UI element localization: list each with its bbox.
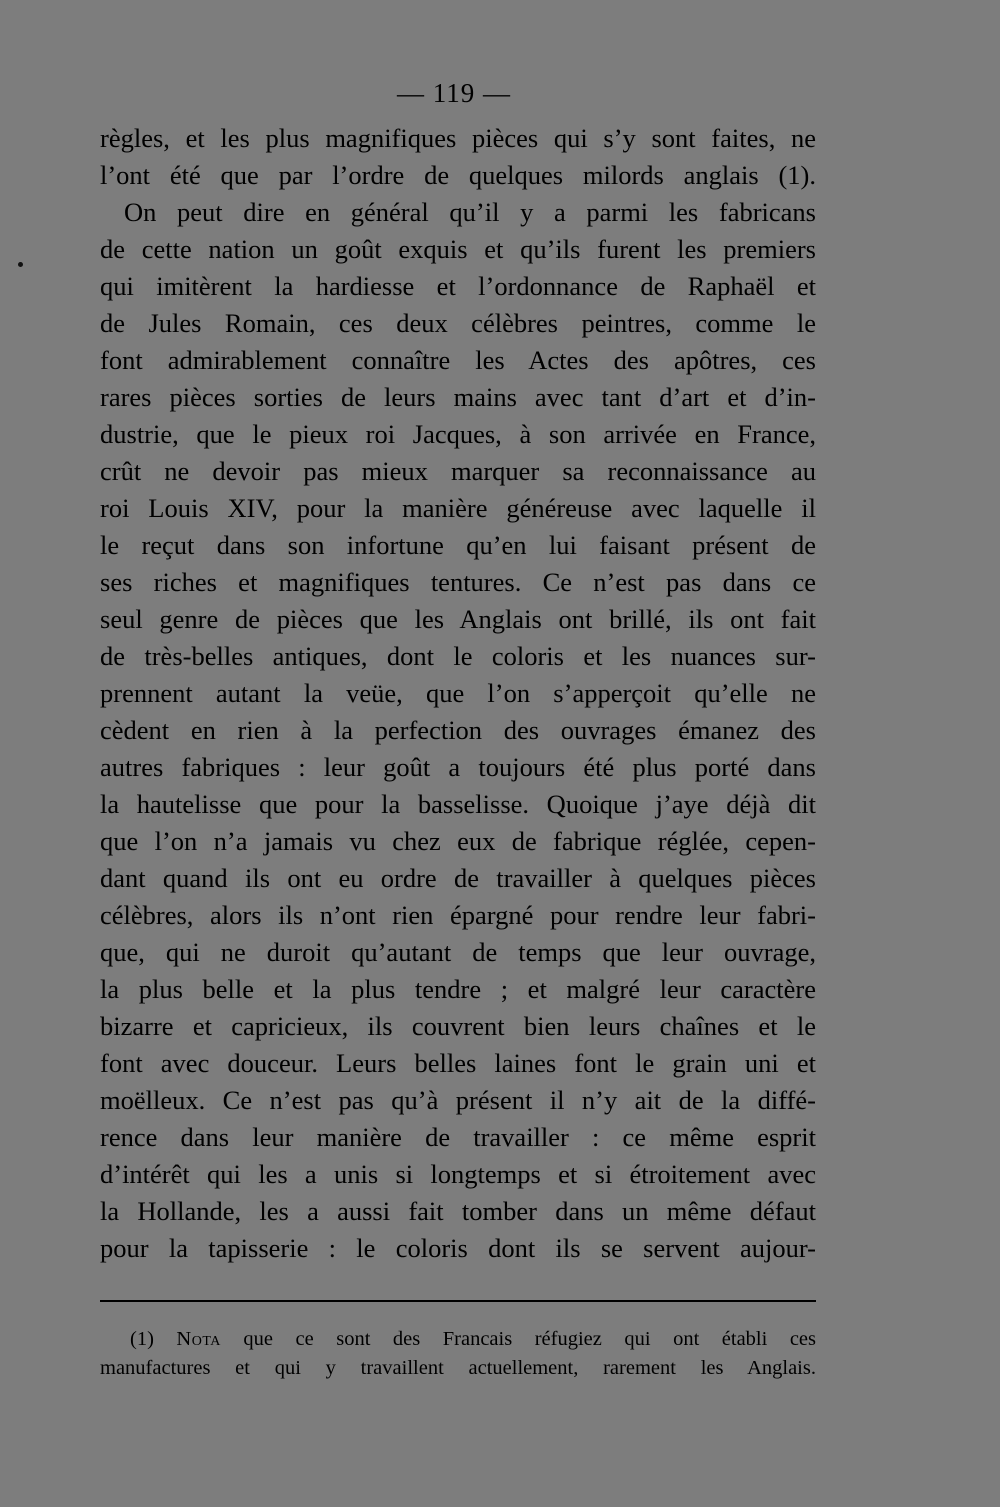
scan-speck <box>18 262 23 267</box>
text-line: cèdent en rien à la perfection des ouvrages émanez des <box>100 715 816 745</box>
text-line: crût ne devoir pas mieux marquer sa reconnaissance au <box>100 456 816 486</box>
footnote <box>100 1325 816 1383</box>
text-line: qui imitèrent la hardiesse et l’ordonnance de Raphaël et <box>100 271 816 301</box>
text-line: font admirablement connaître les Actes des apôtres, ces <box>100 345 816 375</box>
text-line: de cette nation un goût exquis et qu’ils furent les premiers <box>100 234 816 264</box>
page-number: — 119 — <box>397 78 511 108</box>
text-line: pour la tapisserie : le coloris dont ils se servent aujour- <box>100 1233 816 1263</box>
text-line: de Jules Romain, ces deux célèbres peintres, comme le <box>100 308 816 338</box>
text-line: la Hollande, les a aussi fait tomber dans un même défaut <box>100 1196 816 1226</box>
text-line: On peut dire en général qu’il y a parmi les fabricans <box>124 197 816 227</box>
text-line: l’ont été que par l’ordre de quelques milords anglais (1). <box>100 160 816 190</box>
text-line: célèbres, alors ils n’ont rien épargné pour rendre leur fabri- <box>100 900 816 930</box>
text-line: moëlleux. Ce n’est pas qu’à présent il n’y ait de la diffé- <box>100 1085 816 1115</box>
text-line: dant quand ils ont eu ordre de travailler à quelques pièces <box>100 863 816 893</box>
text-line: dustrie, que le pieux roi Jacques, à son arrivée en France, <box>100 419 816 449</box>
text-line: prennent autant la veüe, que l’on s’apperçoit qu’elle ne <box>100 678 816 708</box>
footnote-line <box>100 1325 816 1354</box>
footnote-marker: (1) <box>130 1328 154 1350</box>
text-line: roi Louis XIV, pour la manière généreuse avec laquelle il <box>100 493 816 523</box>
text-line: que, qui ne duroit qu’autant de temps que leur ouvrage, <box>100 937 816 967</box>
text-line: règles, et les plus magnifiques pièces qui s’y sont faites, ne <box>100 123 816 153</box>
text-line: autres fabriques : leur goût a toujours été plus porté dans <box>100 752 816 782</box>
text-line: rares pièces sorties de leurs mains avec tant d’art et d’in- <box>100 382 816 412</box>
text-line: ses riches et magnifiques tentures. Ce n’est pas dans ce <box>100 567 816 597</box>
body-text <box>100 120 816 1267</box>
footnote-text: que ce sont des Francais réfugiez qui ont établi ces <box>243 1328 816 1350</box>
text-line: le reçut dans son infortune qu’en lui faisant présent de <box>100 530 816 560</box>
text-line: d’intérêt qui les a unis si longtemps et si étroitement avec <box>100 1159 816 1189</box>
text-line: que l’on n’a jamais vu chez eux de fabrique réglée, cepen- <box>100 826 816 856</box>
text-line: seul genre de pièces que les Anglais ont brillé, ils ont fait <box>100 604 816 634</box>
text-line: la plus belle et la plus tendre ; et malgré leur caractère <box>100 974 816 1004</box>
footnote-rule <box>100 1300 816 1302</box>
text-line: rence dans leur manière de travailler : ce même esprit <box>100 1122 816 1152</box>
text-line: font avec douceur. Leurs belles laines font le grain uni et <box>100 1048 816 1078</box>
text-line: la hautelisse que pour la basselisse. Quoique j’aye déjà dit <box>100 789 816 819</box>
text-line: bizarre et capricieux, ils couvrent bien leurs chaînes et le <box>100 1011 816 1041</box>
footnote-nota: Nota <box>176 1328 221 1350</box>
footnote-line: manufactures et qui y travaillent actuellement, rarement les Anglais. <box>100 1357 816 1379</box>
text-line: de très-belles antiques, dont le coloris et les nuances sur- <box>100 641 816 671</box>
